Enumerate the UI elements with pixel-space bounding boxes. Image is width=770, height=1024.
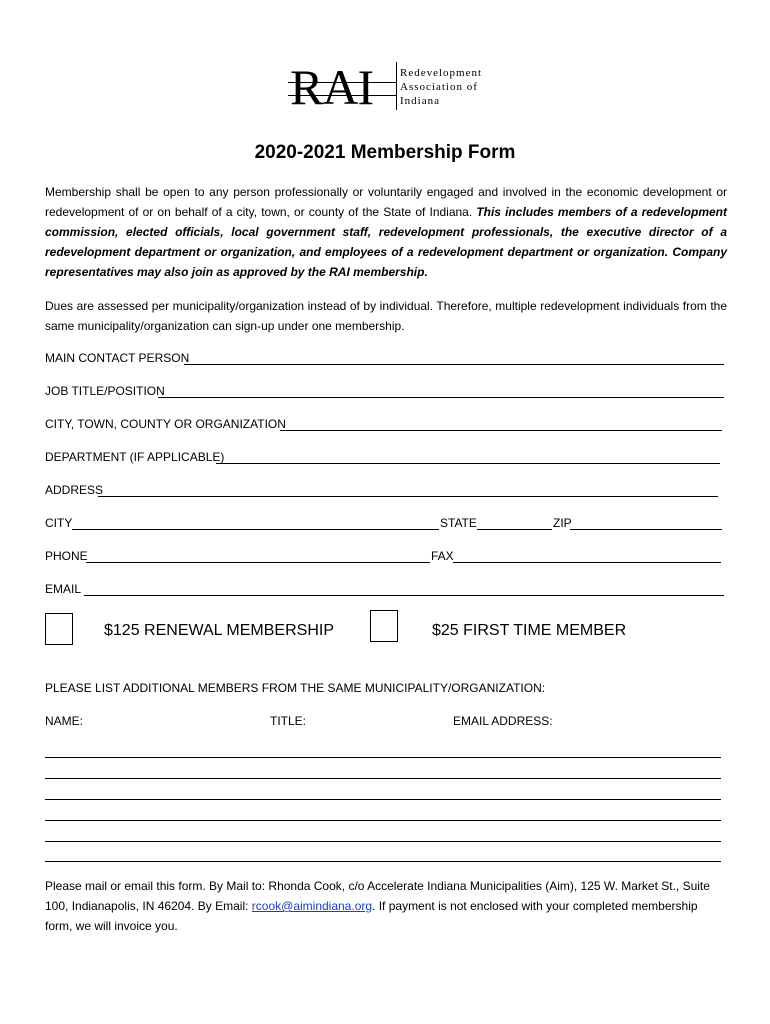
zip-label: ZIP: [553, 516, 572, 530]
state-label: STATE: [440, 516, 477, 530]
dues-paragraph: Dues are assessed per municipality/organization instead of by individual. Therefore, multiple redevelopment individuals from the same municipality/organization can sign-up under one membership.: [45, 299, 727, 333]
logo-mark: RAI: [290, 59, 374, 115]
title-column-header: TITLE:: [270, 714, 307, 728]
mailing-instructions: [45, 876, 727, 936]
renewal-checkbox[interactable]: [45, 613, 73, 645]
rai-logo: [288, 59, 488, 115]
city-label: CITY: [45, 516, 73, 530]
logo-line-1: Redevelopment: [400, 67, 483, 79]
email-column-header: EMAIL ADDRESS:: [453, 714, 553, 728]
footer-text-end: . If payment is not enclosed with your completed membership form, we will invoice you.: [45, 899, 698, 933]
member-entry-line[interactable]: [45, 778, 721, 779]
member-entry-line[interactable]: [45, 861, 721, 862]
organization-line[interactable]: [280, 430, 722, 431]
member-entry-line[interactable]: [45, 841, 721, 842]
main-contact-line[interactable]: [184, 364, 724, 365]
email-line[interactable]: [84, 595, 724, 596]
zip-line[interactable]: [570, 529, 722, 530]
logo-line-2: Association of: [400, 81, 478, 93]
phone-label: PHONE: [45, 549, 88, 563]
fax-line[interactable]: [453, 562, 721, 563]
department-label: DEPARTMENT (IF APPLICABLE): [45, 450, 225, 464]
address-label: ADDRESS: [45, 483, 104, 497]
intro-paragraph: [45, 182, 727, 282]
additional-members-heading: PLEASE LIST ADDITIONAL MEMBERS FROM THE SAME MUNICIPALITY/ORGANIZATION:: [45, 681, 546, 695]
renewal-label: $125 RENEWAL MEMBERSHIP: [104, 622, 334, 639]
logo-subtitle: [400, 66, 482, 108]
first-time-checkbox[interactable]: [370, 610, 398, 642]
email-label: EMAIL: [45, 582, 82, 596]
member-entry-line[interactable]: [45, 799, 721, 800]
address-line[interactable]: [98, 496, 718, 497]
first-time-label: $25 FIRST TIME MEMBER: [432, 622, 627, 639]
organization-label: CITY, TOWN, COUNTY OR ORGANIZATION: [45, 417, 286, 431]
member-entry-line[interactable]: [45, 820, 721, 821]
form-title: 2020-2021 Membership Form: [254, 142, 516, 163]
footer-text: Please mail or email this form. By Mail to: Rhonda Cook, c/o Accelerate Indiana Municipalities (Aim), 125 W. Market St., Suite 100, Indianapolis, IN 46204. By Email:: [45, 879, 710, 913]
member-entry-line[interactable]: [45, 757, 721, 758]
intro-text: Membership shall be open to any person professionally or voluntarily engaged and involved in the economic development or redevelopment of or on behalf of a city, town, or county of the State of Indiana.: [45, 185, 727, 219]
state-line[interactable]: [477, 529, 552, 530]
main-contact-label: MAIN CONTACT PERSON: [45, 351, 190, 365]
fax-label: FAX: [431, 549, 454, 563]
job-title-line[interactable]: [158, 397, 724, 398]
phone-line[interactable]: [86, 562, 430, 563]
intro-emphasis: This includes members of a redevelopment commission, elected officials, local government staff, redevelopment professionals, the executive director of a redevelopment department or organization, and employees of a redevelopment department or organization. Company representatives may also join as approved by the RAI membership.: [45, 205, 727, 279]
job-title-label: JOB TITLE/POSITION: [45, 384, 165, 398]
name-column-header: NAME:: [45, 714, 84, 728]
department-line[interactable]: [216, 463, 720, 464]
logo-line-3: Indiana: [400, 95, 440, 107]
city-line[interactable]: [72, 529, 439, 530]
email-link[interactable]: rcook@aimindiana.org: [251, 899, 373, 913]
